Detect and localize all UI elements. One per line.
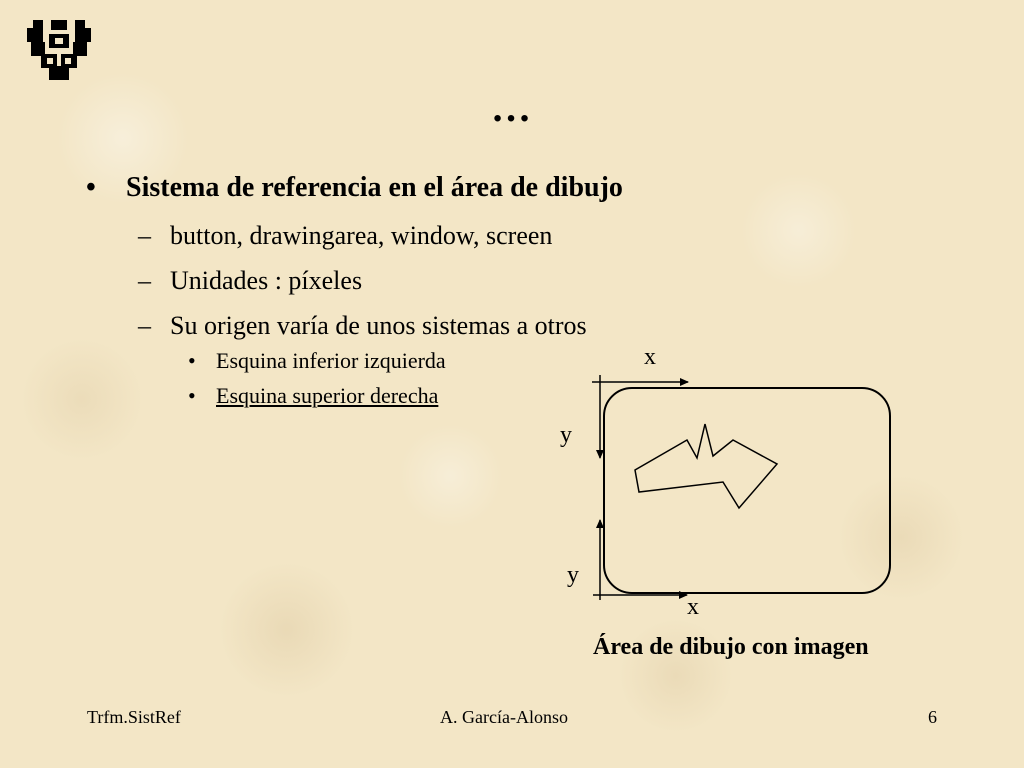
subsub-item-text: Esquina superior derecha — [216, 383, 439, 408]
sub-item — [138, 221, 552, 251]
footer-author: A. García-Alonso — [440, 707, 568, 727]
university-logo-icon — [27, 20, 91, 80]
diagram-graphic — [555, 340, 915, 630]
bottom-y-label: y — [567, 562, 579, 588]
bullet-marker: • — [86, 172, 96, 203]
footer-page-number: 6 — [928, 707, 937, 727]
subsub-item-text: Esquina inferior izquierda — [216, 348, 446, 373]
dash-marker: – — [138, 266, 151, 295]
drawn-shape — [635, 424, 777, 508]
slide-title: … — [491, 85, 533, 130]
footer-left: Trfm.SistRef — [87, 707, 181, 727]
dash-marker: – — [138, 311, 151, 340]
drawing-area-diagram — [555, 340, 915, 630]
sub-item — [138, 311, 587, 341]
diagram-caption: Área de dibujo con imagen — [593, 634, 869, 660]
sub-item-text: Su origen varía de unos sistemas a otros — [170, 311, 587, 340]
dash-marker: – — [138, 221, 151, 250]
subsub-item — [188, 348, 446, 374]
subsub-item — [188, 383, 438, 409]
bottom-x-label: x — [687, 594, 699, 620]
bullet-marker: • — [188, 383, 196, 408]
top-y-label: y — [560, 422, 572, 448]
top-x-label: x — [644, 344, 656, 370]
sub-item-text: Unidades : píxeles — [170, 266, 363, 295]
sub-item-text: button, drawingarea, window, screen — [170, 221, 553, 250]
main-bullet-text: Sistema de referencia en el área de dibujo — [126, 172, 623, 203]
bullet-marker: • — [188, 348, 196, 373]
sub-item — [138, 266, 362, 296]
